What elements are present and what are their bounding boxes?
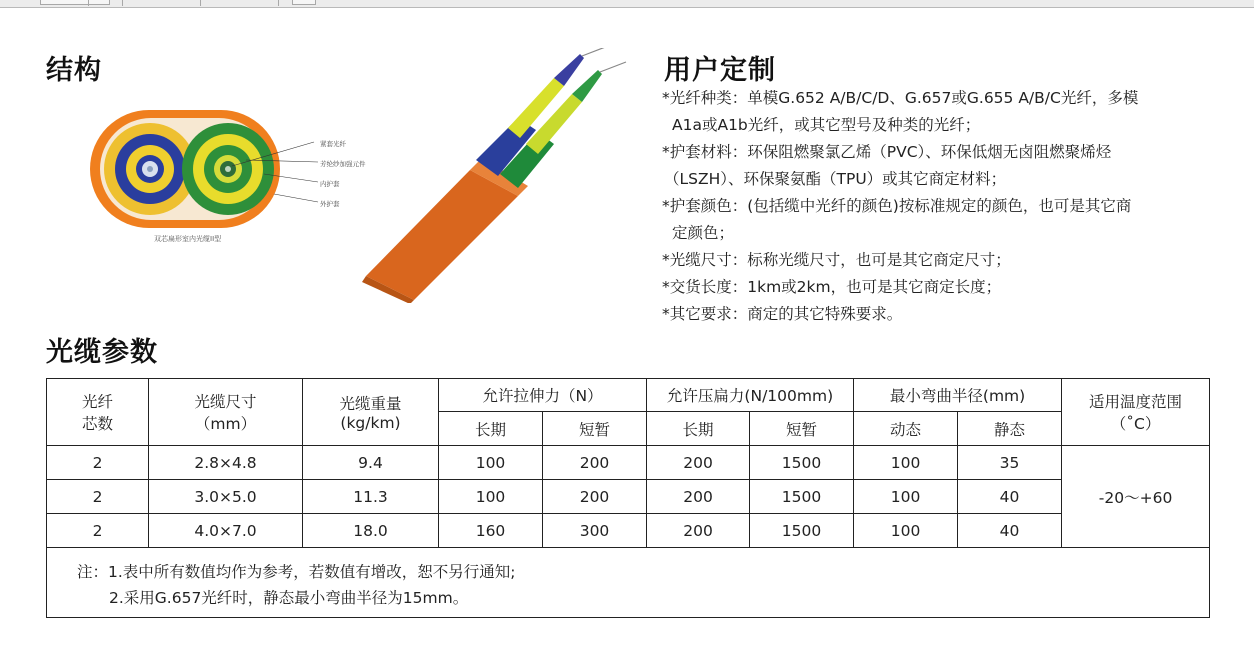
- custom-item-line: A1a或A1b光纤，或其它型号及种类的光纤；: [672, 116, 981, 134]
- cell-weight: 18.0: [303, 514, 439, 548]
- cell-tensile-long: 160: [439, 514, 543, 548]
- customization-title: 用户定制: [664, 55, 776, 86]
- label-tight-buffered-fiber: 紧套光纤: [320, 140, 346, 148]
- toolbar-field[interactable]: [40, 0, 110, 5]
- custom-item-line: *护套材料：环保阻燃聚氯乙烯（PVC）、环保低烟无卤阻燃聚烯烃: [662, 143, 1112, 161]
- cell-crush-long: 200: [647, 480, 750, 514]
- header-cable-weight: [303, 379, 439, 446]
- header-temperature: [1062, 379, 1210, 446]
- header-text: （mm）: [194, 415, 257, 433]
- header-text: 芯数: [81, 415, 113, 433]
- header-bend-radius: 最小弯曲半径(mm): [854, 379, 1062, 412]
- custom-item-line: 定颜色；: [672, 224, 735, 242]
- subheader-tensile-short: 短暂: [543, 412, 647, 446]
- header-text: 光纤: [81, 393, 113, 411]
- params-title: 光缆参数: [46, 337, 158, 368]
- table-notes: [47, 548, 1210, 618]
- cell-crush-short: 1500: [750, 446, 854, 480]
- table-row: [47, 446, 1210, 480]
- cell-crush-long: 200: [647, 446, 750, 480]
- header-text: （˚C）: [1110, 415, 1161, 433]
- cell-tensile-short: 300: [543, 514, 647, 548]
- cell-weight: 9.4: [303, 446, 439, 480]
- header-text: 光缆尺寸: [194, 393, 257, 411]
- header-text: (kg/km): [340, 414, 401, 432]
- cell-tensile-short: 200: [543, 480, 647, 514]
- subheader-crush-long: 长期: [647, 412, 750, 446]
- custom-item-fiber-type: [662, 85, 1222, 139]
- custom-item-sheath-material: [662, 139, 1222, 193]
- cable-parameters-table: [46, 378, 1210, 618]
- cell-bend-dynamic: 100: [854, 514, 958, 548]
- toolbar-separator: [88, 0, 89, 6]
- cable-cross-section-diagram: [86, 104, 386, 254]
- custom-item-cable-size: *光缆尺寸：标称光缆尺寸，也可是其它商定尺寸；: [662, 251, 1011, 269]
- cell-count: 2: [47, 446, 149, 480]
- header-fiber-count: [47, 379, 149, 446]
- cell-size: 2.8×4.8: [149, 446, 303, 480]
- custom-item-line: （LSZH）、环保聚氨酯（TPU）或其它商定材料；: [664, 170, 1007, 188]
- structure-title: 结构: [46, 55, 102, 86]
- note-1: 注：1.表中所有数值均作为参考，若数值有增改，恕不另行通知;: [77, 562, 516, 581]
- cell-bend-static: 35: [958, 446, 1062, 480]
- cell-crush-short: 1500: [750, 480, 854, 514]
- custom-item-sheath-color: [662, 193, 1222, 247]
- subheader-bend-static: 静态: [958, 412, 1062, 446]
- table-header-row: [47, 379, 1210, 412]
- cell-tensile-short: 200: [543, 446, 647, 480]
- structure-caption: 双芯扁形室内光缆II型: [154, 235, 222, 243]
- bare-fibers: [582, 48, 626, 72]
- header-crush: 允许压扁力(N/100mm): [647, 379, 854, 412]
- toolbar-field[interactable]: [292, 0, 316, 5]
- header-cable-size: [149, 379, 303, 446]
- label-outer-sheath: 外护套: [320, 200, 340, 208]
- cell-tensile-long: 100: [439, 480, 543, 514]
- subheader-bend-dynamic: 动态: [854, 412, 958, 446]
- header-tensile: 允许拉伸力（N）: [439, 379, 647, 412]
- cell-bend-dynamic: 100: [854, 446, 958, 480]
- cell-bend-dynamic: 100: [854, 480, 958, 514]
- cell-weight: 11.3: [303, 480, 439, 514]
- cell-tensile-long: 100: [439, 446, 543, 480]
- subheader-crush-short: 短暂: [750, 412, 854, 446]
- header-text: 光缆重量: [339, 395, 402, 413]
- label-aramid-strength-member: 芳纶纱加强元件: [320, 160, 366, 168]
- cable-body: [362, 158, 528, 303]
- table-note-row: [47, 548, 1210, 618]
- cell-bend-static: 40: [958, 480, 1062, 514]
- label-inner-sheath: 内护套: [320, 180, 340, 188]
- cell-temperature-range: -20～+60: [1062, 446, 1210, 548]
- subheader-tensile-long: 长期: [439, 412, 543, 446]
- custom-item-other: *其它要求：商定的其它特殊要求。: [662, 305, 903, 323]
- cell-size: 3.0×5.0: [149, 480, 303, 514]
- custom-item-delivery-length: *交货长度：1km或2km，也可是其它商定长度；: [662, 278, 1002, 296]
- cell-bend-static: 40: [958, 514, 1062, 548]
- table-row: [47, 480, 1210, 514]
- cell-size: 4.0×7.0: [149, 514, 303, 548]
- header-text: 适用温度范围: [1089, 393, 1183, 411]
- toolbar-separator: [278, 0, 279, 6]
- custom-item-line: *护套颜色：(包括缆中光纤的颜色)按标准规定的颜色，也可是其它商: [662, 197, 1132, 215]
- cell-count: 2: [47, 480, 149, 514]
- cell-crush-short: 1500: [750, 514, 854, 548]
- note-2: 2.采用G.657光纤时，静态最小弯曲半径为15mm。: [109, 588, 469, 607]
- cell-crush-long: 200: [647, 514, 750, 548]
- toolbar-separator: [200, 0, 201, 6]
- custom-item-line: *光纤种类：单模G.652 A/B/C/D、G.657或G.655 A/B/C光纤，多模: [662, 89, 1139, 107]
- window-top-bar: [0, 0, 1254, 8]
- toolbar-separator: [122, 0, 123, 6]
- table-row: [47, 514, 1210, 548]
- customization-list: [662, 85, 1222, 328]
- cable-product-illustration: [358, 48, 628, 303]
- cell-count: 2: [47, 514, 149, 548]
